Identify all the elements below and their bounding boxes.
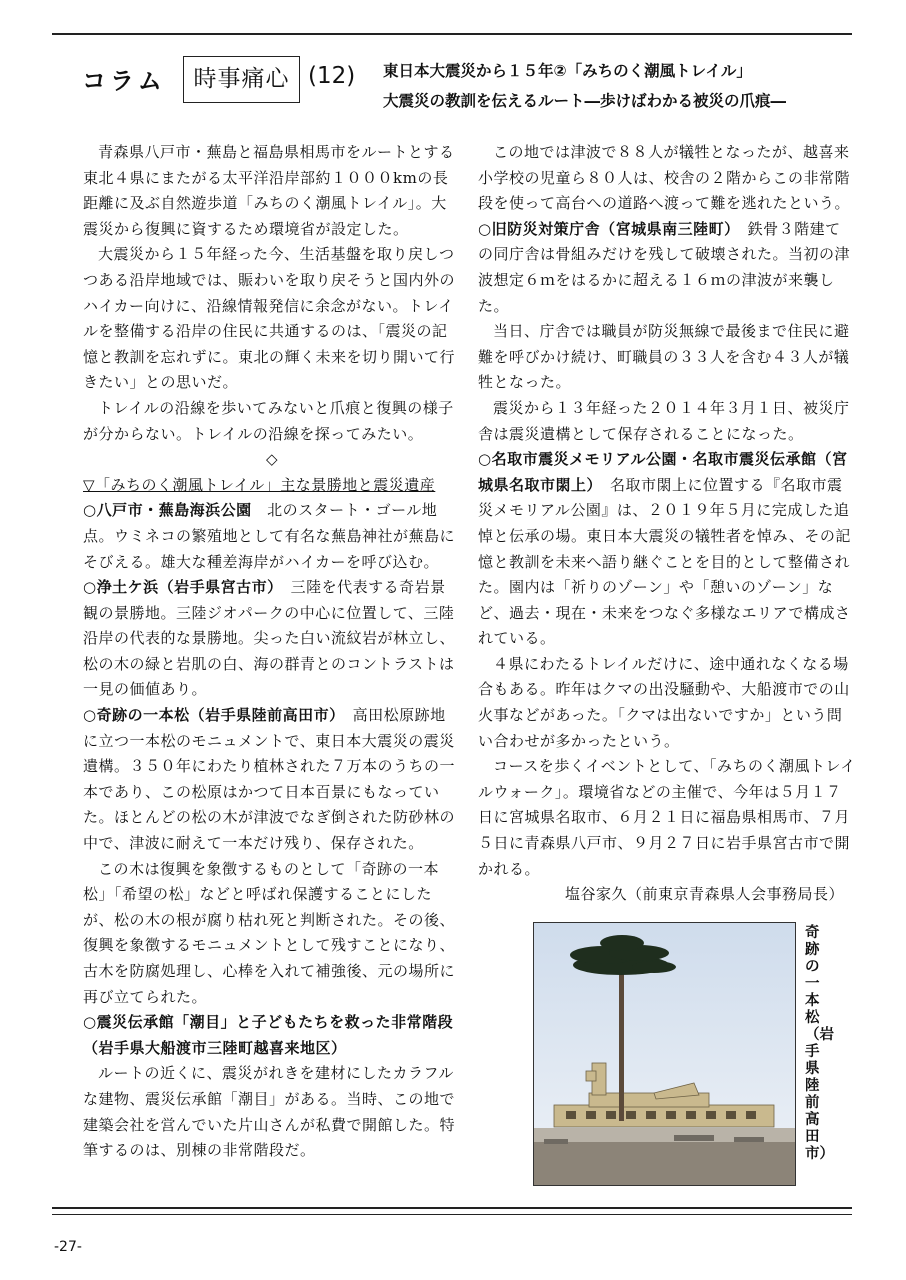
site-heading: ○奇跡の一本松（岩手県陸前高田市） xyxy=(83,706,338,725)
site-heading: ○八戸市・蕪島海浜公園 xyxy=(83,501,252,520)
top-rule xyxy=(52,33,852,35)
paragraph: 震災から１３年経った２０１４年３月１日、被災庁舎は震災遺構として保存されることになった。 xyxy=(478,398,850,443)
site-text: 名取市閖上に位置する『名取市震災メモリアル公園』は、２０１９年５月に完成した追悼と伝承の場。東日本大震災の犠牲者を悼み、その記憶と教訓を未来へ語り継ぐことを目的として整備された。園内は「祈りのゾーン」や「憩いのゾーン」など、過去・現在・未来をつなぐ多様なエリアで構成されている。 xyxy=(478,475,851,648)
section-heading: ▽「みちのく潮風トレイル」主な景勝地と震災遺産 xyxy=(83,475,436,494)
photo-caption: 奇跡の一本松（岩手県陸前高田市） xyxy=(805,925,834,1162)
paragraph: ４県にわたるトレイルだけに、途中通れなくなる場合もある。昨年はクマの出没騒動や、大船渡市での山火事などがあった。「クマは出ないですか」という問い合わせが多かったという。 xyxy=(478,654,850,750)
site-heading: ○旧防災対策庁舎（宮城県南三陸町） xyxy=(478,219,733,238)
paragraph: 青森県八戸市・蕪島と福島県相馬市をルートとする東北４県にまたがる太平洋沿岸部約１０００kmの長距離に及ぶ自然遊歩道「みちのく潮風トレイル」。大震災から復興に資するため環境省が設定した。 xyxy=(83,143,455,238)
paragraph: 当日、庁舎では職員が防災無線で最後まで住民に避難を呼びかけ続け、町職員の３３人を含む４３人が犠牲となった。 xyxy=(478,322,850,392)
column-label: コラム xyxy=(82,67,166,95)
site-text: 鉄骨３階建ての同庁舎は骨組みだけを残して破壊された。当初の津波想定６ｍをはるかに超える１６ｍの津波が来襲した。 xyxy=(478,219,851,315)
photo-illustration xyxy=(534,923,795,1185)
headline-1: 東日本大震災から１５年②「みちのく潮風トレイル」 xyxy=(383,62,752,80)
left-column xyxy=(83,140,461,1164)
paragraph xyxy=(83,703,461,857)
site-text: 北のスタート・ゴール地点。ウミネコの繁殖地として有名な蕪島神社が蕪島にそびえる。雄大な種差海岸がハイカーを呼び込む。 xyxy=(83,501,456,571)
author-byline: 塩谷家久（前東京青森県人会事務局長） xyxy=(564,885,844,904)
miracle-pine-photo xyxy=(533,922,796,1186)
paragraph: この地では津波で８８人が犠牲となったが、越喜来小学校の児童ら８０人は、校舎の２階からこの非常階段を使って高台への道路へ渡って難を逃れたという。 xyxy=(478,143,851,213)
bottom-rule-thin xyxy=(52,1214,852,1215)
column-number: (12) xyxy=(308,63,356,89)
site-heading: ○震災伝承館「潮目」と子どもたちを救った非常階段（岩手県大船渡市三陸町越喜来地区） xyxy=(83,1013,454,1057)
section-divider: ◇ xyxy=(265,450,279,469)
right-column xyxy=(478,140,856,908)
headline-2: 大震災の教訓を伝えるルート―歩けばわかる被災の爪痕― xyxy=(383,92,787,110)
paragraph xyxy=(478,447,856,652)
pine-trunk xyxy=(619,971,624,1121)
paragraph xyxy=(478,217,856,319)
site-heading: ○名取市震災メモリアル公園・名取市震災伝承館（宮城県名取市閖上） xyxy=(478,450,848,494)
paragraph: この木は復興を象徴するものとして「奇跡の一本松」「希望の松」などと呼ばれ保護することにしたが、松の木の根が腐り枯れ死と判断された。その後、復興を象徴するモニュメントとして残すことになり、古木を防腐処理し、心棒を入れて補強後、元の場所に再び立てられた。 xyxy=(83,859,456,1006)
paragraph: 大震災から１５年経った今、生活基盤を取り戻しつつある沿岸地域では、賑わいを取り戻そうと国内外のハイカー向けに、沿線情報発信に余念がない。トレイルを整備する沿岸の住民に共通するのは、「震災の記憶と教訓を忘れずに。東北の輝く未来を切り開いて行きたい」との思いだ。 xyxy=(83,245,456,392)
bottom-rule xyxy=(52,1207,852,1209)
paragraph: ルートの近くに、震災がれきを建材にしたカラフルな建物、震災伝承館「潮目」がある。当時、この地で建築会社を営んでいた片山さんが私費で開館した。特筆するのは、別棟の非常階段だ。 xyxy=(83,1064,456,1160)
site-text: 三陸を代表する奇岩景観の景勝地。三陸ジオパークの中心に位置して、三陸沿岸の代表的な景勝地。尖った白い流紋岩が林立し、松の木の緑と岩肌の白、海の群青とのコントラストは一見の価値あり。 xyxy=(83,578,456,699)
paragraph xyxy=(83,575,461,703)
site-text: 高田松原跡地に立つ一本松のモニュメントで、東日本大震災の震災遺構。３５０年にわたり植林された７万本のうちの一本であり、この松原はかつて日本百景にもなっていた。ほとんどの松の木が津波でなぎ倒された防砂林の中で、津波に耐えて一本だけ残り、保存された。 xyxy=(83,706,456,853)
paragraph: トレイルの沿線を歩いてみないと爪痕と復興の様子が分からない。トレイルの沿線を探ってみたい。 xyxy=(83,398,454,443)
paragraph: コースを歩くイベントとして、「みちのく潮風トレイルウォーク」。環境省などの主催で、今年は５月１７日に宮城県名取市、６月２１日に福島県相馬市、７月５日に青森県八戸市、９月２７日に岩手県宮古市で開かれる。 xyxy=(478,757,856,878)
page-number: -27- xyxy=(54,1239,82,1255)
site-heading: ○浄土ケ浜（岩手県宮古市） xyxy=(83,578,276,597)
column-name-box: 時事痛心 xyxy=(183,56,300,103)
paragraph xyxy=(83,498,461,575)
